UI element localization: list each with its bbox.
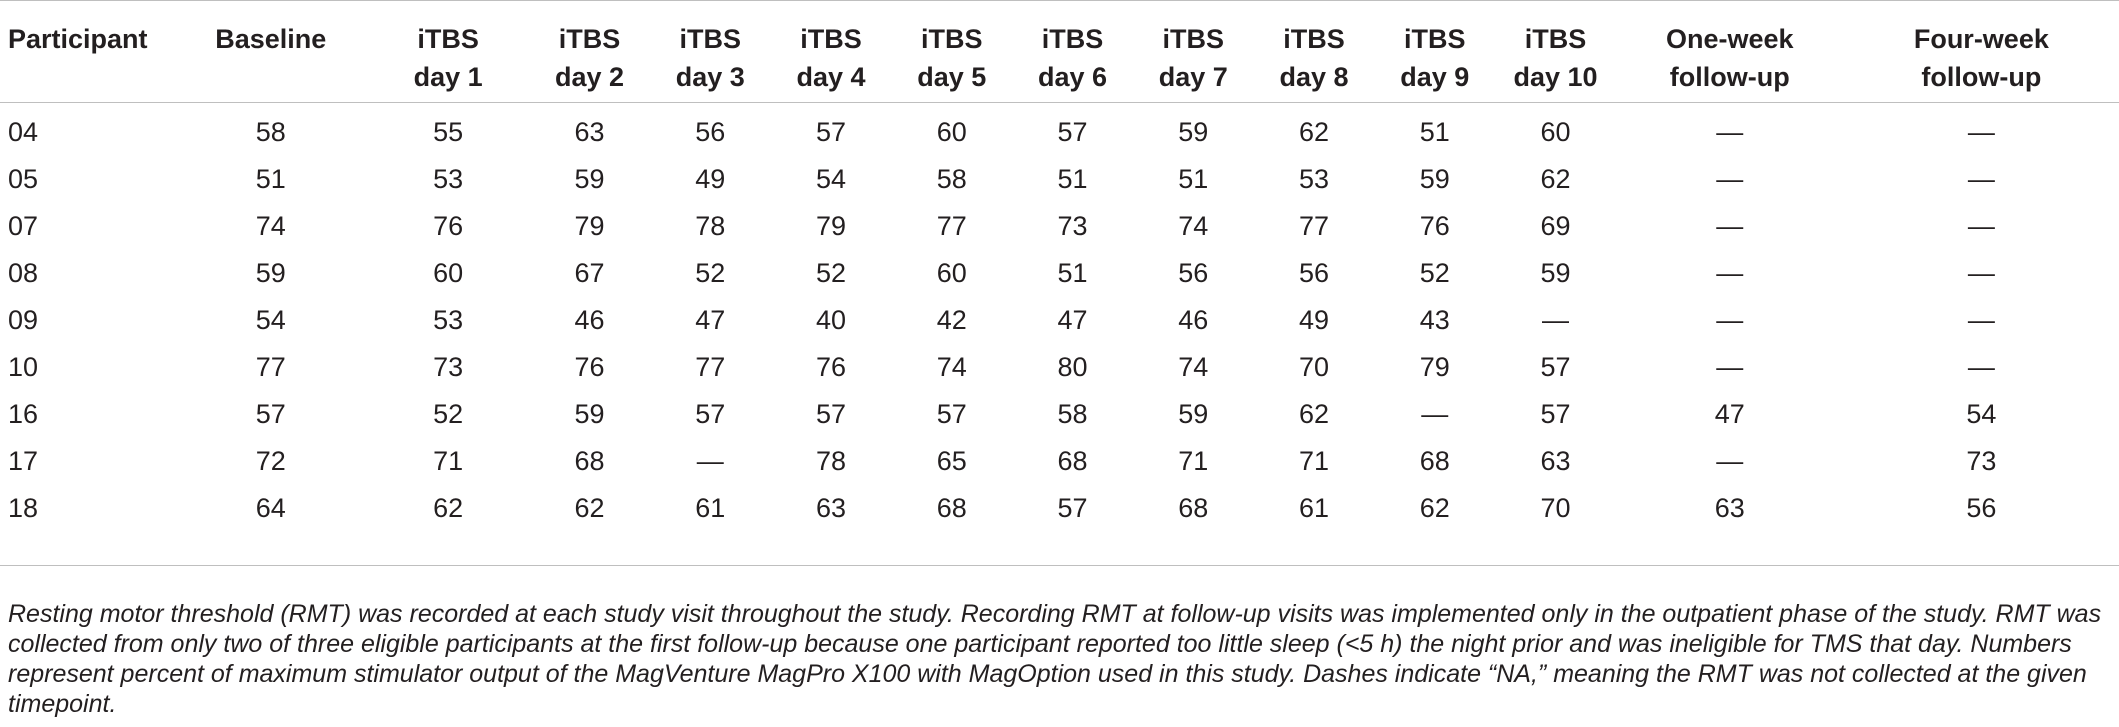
rmt-value-cell: — — [1541, 305, 1569, 335]
rmt-value-cell: — — [1967, 305, 1995, 335]
rmt-value-cell: — — [1967, 117, 1995, 147]
rmt-value-cell: 74 — [255, 211, 286, 241]
rmt-value-cell: 54 — [815, 164, 846, 194]
rmt-value-cell: 69 — [1540, 211, 1571, 241]
rmt-value-cell: 56 — [1178, 258, 1209, 288]
column-header-text: day 9 — [1400, 62, 1470, 92]
rmt-value-cell: 61 — [695, 493, 726, 523]
rmt-value-cell: 52 — [695, 258, 726, 288]
rmt-value-cell: 74 — [1178, 211, 1209, 241]
rmt-value-cell: 57 — [936, 399, 967, 429]
participant-id-cell: 10 — [8, 352, 39, 382]
rmt-value-cell: 71 — [1298, 446, 1329, 476]
column-header-text: iTBS — [1041, 24, 1104, 54]
column-header-text: Participant — [8, 24, 148, 54]
rmt-value-cell: 55 — [433, 117, 464, 147]
participant-id-cell: 16 — [8, 399, 39, 429]
table-row — [0, 250, 2119, 297]
column-header — [1844, 1, 2119, 103]
participant-id-cell: 09 — [8, 305, 39, 335]
rmt-value-cell: 59 — [1178, 117, 1209, 147]
rmt-value-cell: — — [1716, 352, 1744, 382]
rmt-value-cell: 57 — [1057, 117, 1088, 147]
rmt-value-cell: 77 — [695, 352, 726, 382]
rmt-value-cell: 79 — [815, 211, 846, 241]
rmt-value-cell: 56 — [1966, 493, 1997, 523]
rmt-value-cell: 65 — [936, 446, 967, 476]
rmt-value-cell: 53 — [1298, 164, 1329, 194]
rmt-value-cell: 59 — [574, 399, 605, 429]
column-header — [1616, 1, 1844, 103]
column-header — [529, 1, 650, 103]
rmt-value-cell: 78 — [815, 446, 846, 476]
table-row — [0, 203, 2119, 250]
rmt-value-cell: 76 — [574, 352, 605, 382]
column-header-text: follow-up — [1921, 62, 2042, 92]
column-header-text: day 4 — [796, 62, 866, 92]
rmt-value-cell: — — [1967, 258, 1995, 288]
column-header-text: follow-up — [1669, 62, 1790, 92]
rmt-value-cell: 57 — [255, 399, 286, 429]
column-header — [1495, 1, 1616, 103]
rmt-value-cell: 57 — [815, 117, 846, 147]
rmt-value-cell: 76 — [815, 352, 846, 382]
participant-id-cell: 08 — [8, 258, 39, 288]
rmt-value-cell: — — [696, 446, 724, 476]
rmt-value-cell: — — [1967, 164, 1995, 194]
rmt-value-cell: 40 — [815, 305, 846, 335]
header-row — [0, 1, 2119, 103]
table-footnote: Resting motor threshold (RMT) was recorded at each study visit throughout the study. Recording RMT at follow-up visits was implemented only in the outpatient phase of the study. RMT was collected from only two of three eligible participants at the first follow-up because one participant reported too little sleep (<5 h) the night prior and was ineligible for TMS that day. Numbers represent percent of maximum stimulator output of the MagVenture MagPro X100 with MagOption used in this study. Dashes indicate “NA,” meaning the RMT was not collected at the given timepoint. — [8, 600, 2102, 718]
rmt-value-cell: 59 — [574, 164, 605, 194]
column-header-text: Four-week — [1913, 24, 2049, 54]
rmt-value-cell: 72 — [255, 446, 286, 476]
rmt-value-cell: 59 — [1419, 164, 1450, 194]
rmt-value-cell: — — [1716, 258, 1744, 288]
rmt-value-cell: 76 — [1419, 211, 1450, 241]
rmt-value-cell: 62 — [1298, 117, 1329, 147]
rmt-value-cell: 73 — [1057, 211, 1088, 241]
column-header — [1012, 1, 1133, 103]
rmt-value-cell: — — [1716, 164, 1744, 194]
column-header-text: day 8 — [1279, 62, 1349, 92]
rmt-value-cell: 77 — [936, 211, 967, 241]
rmt-value-cell: 68 — [1178, 493, 1209, 523]
column-header — [1374, 1, 1495, 103]
column-header-text: iTBS — [679, 24, 741, 54]
rmt-value-cell: 60 — [1540, 117, 1571, 147]
column-header — [367, 1, 529, 103]
rmt-value-cell: 54 — [255, 305, 286, 335]
table-row — [0, 344, 2119, 391]
participant-id-cell: 05 — [8, 164, 39, 194]
column-header-text: iTBS — [1162, 24, 1224, 54]
column-header-text: day 3 — [675, 62, 745, 92]
table-row — [0, 297, 2119, 344]
rmt-value-cell: 60 — [936, 117, 967, 147]
column-header-text: iTBS — [1283, 24, 1345, 54]
rmt-value-cell: — — [1716, 211, 1744, 241]
column-header-text: iTBS — [1403, 24, 1466, 54]
rmt-value-cell: 62 — [1298, 399, 1329, 429]
table-row — [0, 485, 2119, 540]
rmt-value-cell: 42 — [936, 305, 967, 335]
rmt-value-cell: 73 — [433, 352, 464, 382]
column-header-text: iTBS — [920, 24, 983, 54]
rmt-value-cell: 68 — [1057, 446, 1088, 476]
rmt-value-cell: 52 — [433, 399, 464, 429]
rmt-value-cell: 47 — [695, 305, 726, 335]
rmt-value-cell: 57 — [815, 399, 846, 429]
rmt-value-cell: 68 — [936, 493, 967, 523]
rmt-value-cell: 51 — [1057, 164, 1088, 194]
rmt-value-cell: 68 — [1419, 446, 1450, 476]
rmt-value-cell: 47 — [1057, 305, 1088, 335]
column-header-text: day 10 — [1513, 62, 1598, 92]
rmt-value-cell: 56 — [695, 117, 726, 147]
rmt-value-cell: — — [1716, 446, 1744, 476]
rmt-value-cell: 70 — [1540, 493, 1571, 523]
participant-id-cell: 04 — [8, 117, 39, 147]
rmt-value-cell: 63 — [815, 493, 846, 523]
column-header — [1133, 1, 1254, 103]
rmt-value-cell: 47 — [1714, 399, 1745, 429]
column-header-text: day 7 — [1158, 62, 1228, 92]
rmt-value-cell: 54 — [1966, 399, 1997, 429]
participant-id-cell: 18 — [8, 493, 39, 523]
rmt-value-cell: 49 — [1298, 305, 1329, 335]
rmt-value-cell: 64 — [255, 493, 286, 523]
column-header-participant — [0, 1, 174, 103]
rmt-value-cell: — — [1716, 305, 1744, 335]
rmt-value-cell: 51 — [1057, 258, 1088, 288]
rmt-value-cell: 79 — [1419, 352, 1450, 382]
rmt-value-cell: 80 — [1057, 352, 1088, 382]
column-header — [771, 1, 892, 103]
rmt-value-cell: 51 — [255, 164, 286, 194]
rmt-value-cell: 56 — [1298, 258, 1329, 288]
participant-id-cell: 07 — [8, 211, 39, 241]
rmt-value-cell: 63 — [1540, 446, 1571, 476]
rmt-value-cell: 58 — [255, 117, 286, 147]
rmt-value-cell: 58 — [1057, 399, 1088, 429]
column-header-text: day 2 — [554, 62, 624, 92]
rmt-value-cell: — — [1967, 352, 1995, 382]
rmt-value-cell: — — [1421, 399, 1449, 429]
rmt-value-cell: 57 — [1540, 399, 1571, 429]
rmt-value-cell: 43 — [1419, 305, 1450, 335]
rmt-value-cell: 68 — [574, 446, 605, 476]
rmt-value-cell: 77 — [1298, 211, 1329, 241]
rmt-value-cell: 57 — [695, 399, 726, 429]
rmt-value-cell: 74 — [1178, 352, 1209, 382]
column-header-text: day 6 — [1037, 62, 1107, 92]
table-row — [0, 156, 2119, 203]
rmt-value-cell: 58 — [936, 164, 967, 194]
rmt-value-cell: — — [1967, 211, 1995, 241]
rmt-value-cell: 62 — [1540, 164, 1571, 194]
rmt-value-cell: 70 — [1298, 352, 1329, 382]
rmt-value-cell: 59 — [1178, 399, 1209, 429]
rmt-value-cell: 53 — [433, 164, 464, 194]
column-header — [650, 1, 771, 103]
column-header-text: iTBS — [417, 24, 479, 54]
rmt-value-cell: 51 — [1419, 117, 1450, 147]
rmt-value-cell: 67 — [574, 258, 605, 288]
rmt-value-cell: 60 — [433, 258, 464, 288]
column-header — [891, 1, 1012, 103]
column-header-text: day 5 — [917, 62, 987, 92]
column-header-text: iTBS — [558, 24, 621, 54]
rmt-value-cell: 49 — [695, 164, 726, 194]
column-header-text: One-week — [1665, 24, 1794, 54]
rmt-value-cell: 46 — [1178, 305, 1209, 335]
rmt-value-cell: 73 — [1966, 446, 1997, 476]
rmt-value-cell: 78 — [695, 211, 726, 241]
rmt-value-cell: 63 — [1714, 493, 1745, 523]
rmt-value-cell: 60 — [936, 258, 967, 288]
rmt-value-cell: 77 — [255, 352, 286, 382]
rmt-value-cell: 46 — [574, 305, 605, 335]
table-bottom-rule — [0, 565, 2119, 566]
rmt-value-cell: 62 — [433, 493, 464, 523]
rmt-value-cell: — — [1716, 117, 1744, 147]
column-header — [174, 1, 367, 103]
column-header — [1254, 1, 1375, 103]
column-header-text: Baseline — [215, 24, 327, 54]
rmt-value-cell: 74 — [936, 352, 967, 382]
rmt-value-cell: 79 — [574, 211, 605, 241]
rmt-value-cell: 57 — [1540, 352, 1571, 382]
rmt-value-cell: 71 — [1178, 446, 1209, 476]
rmt-value-cell: 57 — [1057, 493, 1088, 523]
column-header-text: iTBS — [800, 24, 862, 54]
rmt-value-cell: 62 — [1419, 493, 1450, 523]
rmt-value-cell: 71 — [433, 446, 464, 476]
rmt-value-cell: 59 — [255, 258, 286, 288]
rmt-value-cell: 62 — [574, 493, 605, 523]
table-row — [0, 438, 2119, 485]
rmt-value-cell: 76 — [433, 211, 464, 241]
participant-id-cell: 17 — [8, 446, 39, 476]
table-body — [0, 103, 2119, 541]
rmt-value-cell: 52 — [1419, 258, 1450, 288]
rmt-value-cell: 51 — [1178, 164, 1209, 194]
rmt-value-cell: 59 — [1540, 258, 1571, 288]
table-row — [0, 391, 2119, 438]
rmt-value-cell: 53 — [433, 305, 464, 335]
rmt-value-cell: 52 — [815, 258, 846, 288]
rmt-value-cell: 63 — [574, 117, 605, 147]
column-header-text: iTBS — [1524, 24, 1587, 54]
column-header-text: day 1 — [413, 62, 483, 92]
table-row — [0, 103, 2119, 157]
rmt-value-cell: 61 — [1298, 493, 1329, 523]
